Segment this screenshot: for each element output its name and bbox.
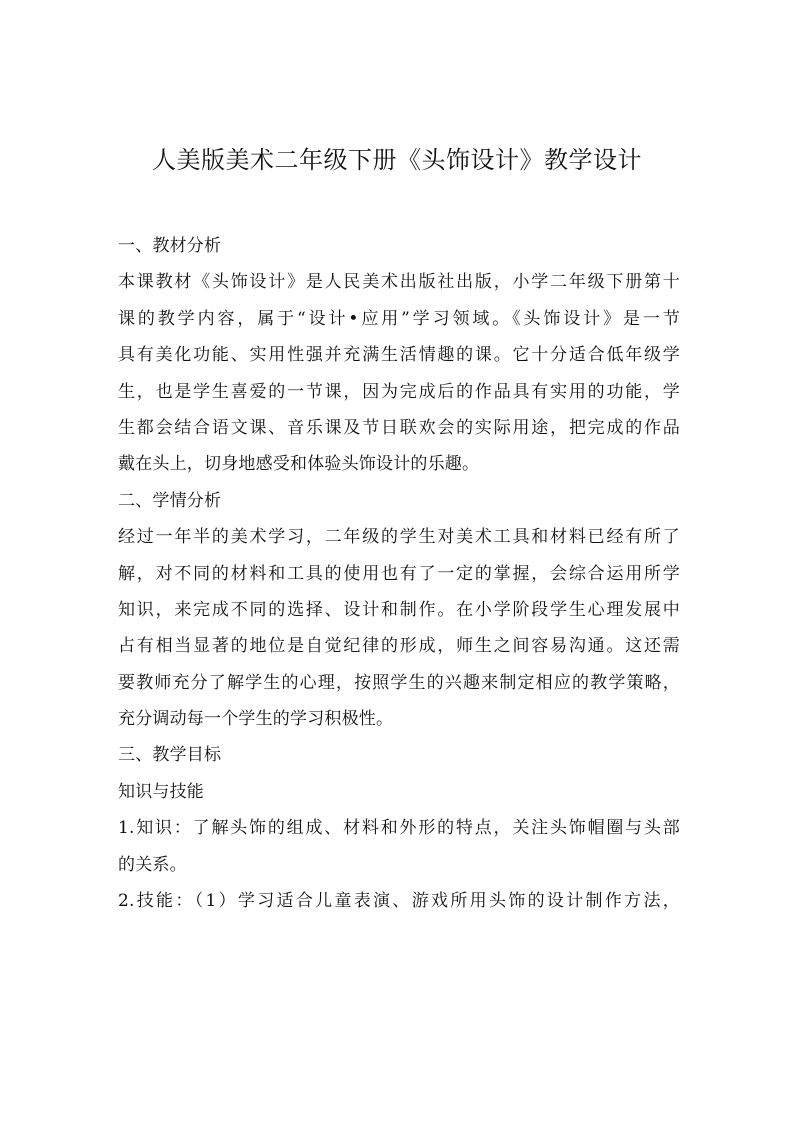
text-line: 本课教材《头饰设计》是人民美术出版社出版，小学二年级下册第十 bbox=[118, 272, 680, 293]
text-line: 具有美化功能、实用性强并充满生活情趣的课。它十分适合低年级学 bbox=[118, 345, 680, 366]
text-line: 戴在头上，切身地感受和体验头饰设计的乐趣。 bbox=[118, 454, 480, 475]
text-line: 课的教学内容，属于“设计•应用”学习领域。《头饰设计》是一节 bbox=[118, 308, 680, 329]
text-line: 生，也是学生喜爱的一节课，因为完成后的作品具有实用的功能，学 bbox=[118, 381, 680, 402]
text-line: 2.技能：（1）学习适合儿童表演、游戏所用头饰的设计制作方法， bbox=[118, 891, 680, 912]
text-line: 二、学情分析 bbox=[118, 490, 222, 511]
text-line: 1.知识：了解头饰的组成、材料和外形的特点，关注头饰帽圈与头部 bbox=[118, 818, 680, 839]
text-line: 的关系。 bbox=[118, 854, 187, 875]
document-title: 人美版美术二年级下册《头饰设计》教学设计 bbox=[152, 146, 642, 174]
text-line: 要教师充分了解学生的心理，按照学生的兴趣来制定相应的教学策略， bbox=[118, 672, 680, 693]
text-line: 知识，来完成不同的选择、设计和制作。在小学阶段学生心理发展中 bbox=[118, 599, 680, 620]
text-line: 知识与技能 bbox=[118, 781, 204, 802]
text-line: 经过一年半的美术学习，二年级的学生对美术工具和材料已经有所了 bbox=[118, 527, 680, 548]
text-line: 一、教材分析 bbox=[118, 236, 222, 256]
text-line: 解，对不同的材料和工具的使用也有了一定的掌握，会综合运用所学 bbox=[118, 563, 680, 584]
text-line: 三、教学目标 bbox=[118, 745, 222, 766]
text-line: 生都会结合语文课、音乐课及节日联欢会的实际用途，把完成的作品 bbox=[118, 417, 680, 438]
document-body bbox=[118, 228, 680, 919]
text-line: 充分调动每一个学生的学习积极性。 bbox=[118, 709, 394, 730]
text-line: 占有相当显著的地位是自觉纪律的形成，师生之间容易沟通。这还需 bbox=[118, 636, 680, 657]
